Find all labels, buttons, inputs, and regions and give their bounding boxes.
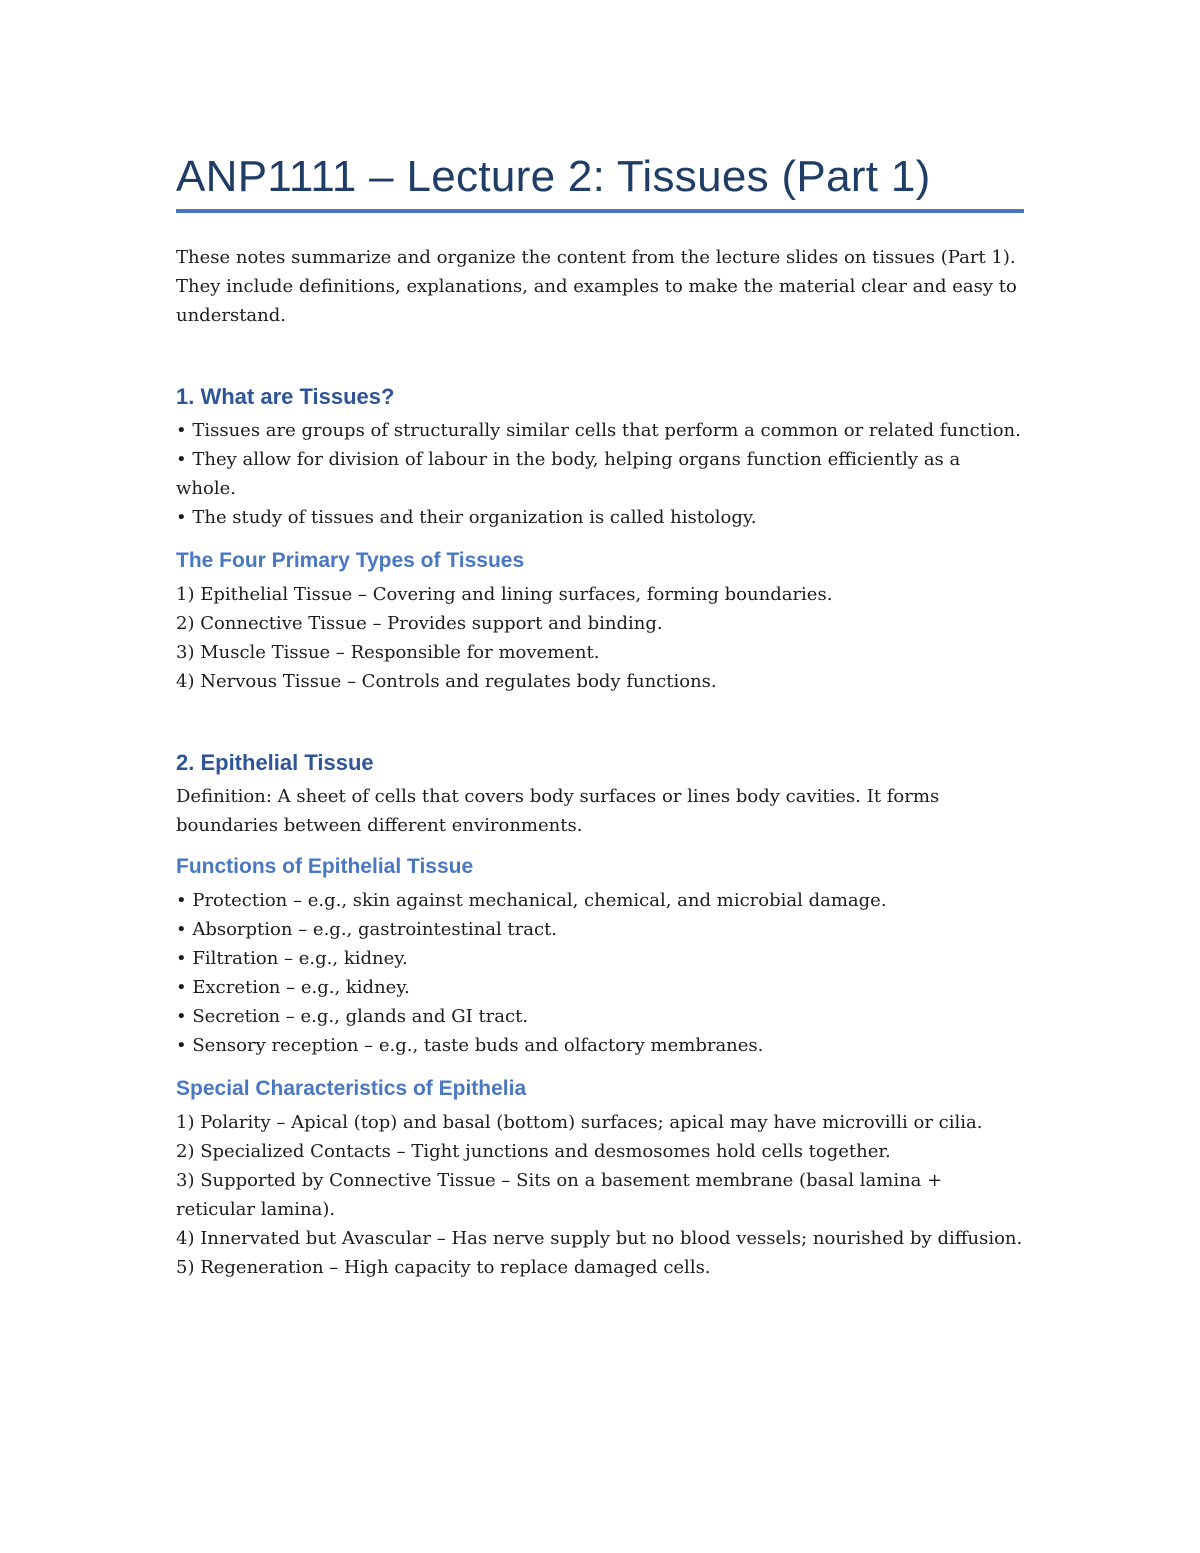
intro-paragraph: These notes summarize and organize the content from the lecture slides on tissues (Part 1). They include definitions, explanations, and examples to make the material clear and easy to understand.: [176, 247, 1017, 326]
primary-types-list: [176, 580, 1024, 696]
what-are-tissues-list: [176, 416, 1024, 532]
functions-list: [176, 886, 1024, 1060]
list-item: 3) Muscle Tissue – Responsible for movement.: [176, 642, 600, 663]
list-item: 1) Polarity – Apical (top) and basal (bottom) surfaces; apical may have microvilli or cilia.: [176, 1112, 983, 1133]
list-item: 3) Supported by Connective Tissue – Sits on a basement membrane (basal lamina + reticular lamina).: [176, 1170, 943, 1220]
document-title: ANP1111 – Lecture 2: Tissues (Part 1): [176, 152, 931, 201]
list-item: 5) Regeneration – High capacity to replace damaged cells.: [176, 1257, 711, 1278]
list-item: 2) Specialized Contacts – Tight junctions and desmosomes hold cells together.: [176, 1141, 891, 1162]
list-item: • Excretion – e.g., kidney.: [176, 977, 410, 998]
list-item: 2) Connective Tissue – Provides support and binding.: [176, 613, 663, 634]
section-heading-what-are-tissues: 1. What are Tissues?: [176, 384, 395, 409]
list-item: 4) Innervated but Avascular – Has nerve supply but no blood vessels; nourished by diffusion.: [176, 1228, 1023, 1249]
epithelial-definition: Definition: A sheet of cells that covers body surfaces or lines body cavities. It forms boundaries between different environments.: [176, 786, 940, 836]
list-item: 4) Nervous Tissue – Controls and regulates body functions.: [176, 671, 717, 692]
section-heading-epithelial-tissue: 2. Epithelial Tissue: [176, 750, 374, 775]
document-page: [176, 148, 1024, 1282]
list-item: • Sensory reception – e.g., taste buds and olfactory membranes.: [176, 1035, 764, 1056]
list-item: • Tissues are groups of structurally similar cells that perform a common or related function.: [176, 420, 1021, 441]
subheading-functions: Functions of Epithelial Tissue: [176, 855, 474, 878]
list-item: • Filtration – e.g., kidney.: [176, 948, 408, 969]
list-item: 1) Epithelial Tissue – Covering and lining surfaces, forming boundaries.: [176, 584, 833, 605]
list-item: • Secretion – e.g., glands and GI tract.: [176, 1006, 529, 1027]
list-item: • Protection – e.g., skin against mechanical, chemical, and microbial damage.: [176, 890, 887, 911]
list-item: • Absorption – e.g., gastrointestinal tract.: [176, 919, 558, 940]
title-underline: [176, 209, 1024, 213]
subheading-special-characteristics: Special Characteristics of Epithelia: [176, 1077, 527, 1100]
characteristics-list: [176, 1108, 1024, 1282]
subheading-primary-types: The Four Primary Types of Tissues: [176, 549, 525, 572]
list-item: • The study of tissues and their organization is called histology.: [176, 507, 757, 528]
list-item: • They allow for division of labour in the body, helping organs function efficiently as a whole.: [176, 449, 961, 499]
